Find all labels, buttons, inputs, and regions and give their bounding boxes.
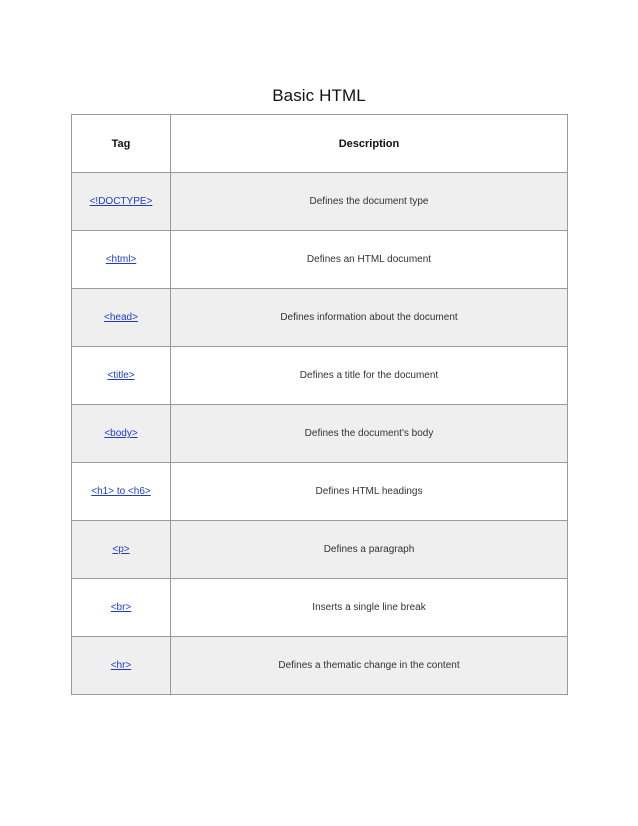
table-row (72, 579, 568, 637)
tag-cell (72, 637, 171, 695)
tag-cell (72, 347, 171, 405)
table-row (72, 405, 568, 463)
table-row (72, 347, 568, 405)
tag-link[interactable]: <p> (112, 544, 130, 555)
tag-cell (72, 289, 171, 347)
column-header-tag: Tag (72, 115, 171, 173)
description-cell: Defines a paragraph (171, 521, 568, 579)
description-cell: Defines a thematic change in the content (171, 637, 568, 695)
tag-link[interactable]: <hr> (110, 660, 132, 671)
column-header-description: Description (171, 115, 568, 173)
description-cell: Defines an HTML document (171, 231, 568, 289)
tag-cell (72, 463, 171, 521)
table-row (72, 231, 568, 289)
tags-table (71, 114, 568, 695)
table-row (72, 521, 568, 579)
description-cell: Defines the document's body (171, 405, 568, 463)
page-title: Basic HTML (272, 86, 366, 105)
tag-link[interactable]: <html> (105, 254, 137, 265)
description-cell: Defines the document type (171, 173, 568, 231)
tag-link[interactable]: <body> (104, 428, 138, 439)
table-row (72, 637, 568, 695)
tag-cell (72, 405, 171, 463)
tag-cell (72, 521, 171, 579)
table-row (72, 173, 568, 231)
tag-link[interactable]: <br> (110, 602, 132, 613)
tag-link[interactable]: <title> (107, 370, 135, 381)
description-cell: Inserts a single line break (171, 579, 568, 637)
tag-cell (72, 231, 171, 289)
tag-cell (72, 579, 171, 637)
tag-link[interactable]: <h1> to <h6> (91, 486, 151, 497)
description-cell: Defines information about the document (171, 289, 568, 347)
table-header-row (72, 115, 568, 173)
tag-cell (72, 173, 171, 231)
table-row (72, 289, 568, 347)
tag-link[interactable]: <!DOCTYPE> (89, 196, 153, 207)
table-row (72, 463, 568, 521)
description-cell: Defines a title for the document (171, 347, 568, 405)
tags-table-container (71, 114, 567, 695)
description-cell: Defines HTML headings (171, 463, 568, 521)
tag-link[interactable]: <head> (104, 312, 138, 323)
